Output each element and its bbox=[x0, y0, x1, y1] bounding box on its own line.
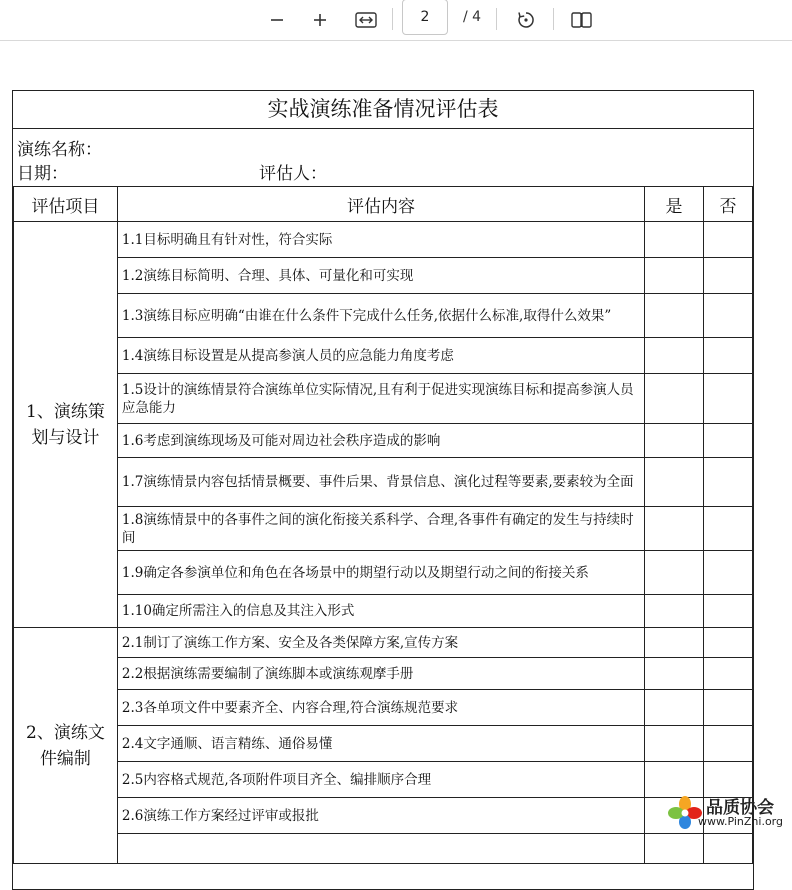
toolbar-divider bbox=[496, 8, 497, 30]
yes-cell[interactable] bbox=[645, 834, 704, 864]
table-row bbox=[14, 628, 753, 658]
item-text: 1.6考虑到演练现场及可能对周边社会秩序造成的影响 bbox=[117, 424, 644, 458]
category-line: 2、演练文 bbox=[26, 722, 105, 743]
page-view-button[interactable] bbox=[570, 6, 594, 34]
table-row bbox=[14, 595, 753, 628]
no-cell[interactable] bbox=[704, 222, 753, 258]
yes-cell[interactable] bbox=[645, 424, 704, 458]
item-text: 1.4演练目标设置是从提高参演人员的应急能力角度考虑 bbox=[117, 338, 644, 374]
yes-cell[interactable] bbox=[645, 507, 704, 551]
watermark-url: www.PinZhi.org bbox=[698, 815, 783, 828]
table-row bbox=[14, 458, 753, 507]
table-row bbox=[14, 374, 753, 424]
rotate-button[interactable] bbox=[514, 6, 538, 34]
yes-cell[interactable] bbox=[645, 551, 704, 595]
no-cell[interactable] bbox=[704, 458, 753, 507]
two-page-icon bbox=[571, 11, 593, 29]
fit-width-icon bbox=[355, 12, 377, 28]
table-row bbox=[14, 762, 753, 798]
item-text: 1.5设计的演练情景符合演练单位实际情况,且有利于促进实现演练目标和提高参演人员应急能力 bbox=[117, 374, 644, 424]
table-row bbox=[14, 258, 753, 294]
no-cell[interactable] bbox=[704, 595, 753, 628]
site-watermark bbox=[668, 793, 786, 831]
page-number-input[interactable] bbox=[402, 0, 448, 35]
no-cell[interactable] bbox=[704, 507, 753, 551]
item-text: 1.10确定所需注入的信息及其注入形式 bbox=[117, 595, 644, 628]
table-row bbox=[14, 338, 753, 374]
yes-cell[interactable] bbox=[645, 690, 704, 726]
no-cell[interactable] bbox=[704, 690, 753, 726]
yes-cell[interactable] bbox=[645, 294, 704, 338]
item-text: 2.6演练工作方案经过评审或报批 bbox=[117, 798, 644, 834]
table-row bbox=[14, 294, 753, 338]
yes-cell[interactable] bbox=[645, 458, 704, 507]
table-row bbox=[14, 834, 753, 864]
table-row bbox=[14, 798, 753, 834]
page-total-label: / 4 bbox=[463, 9, 482, 25]
yes-cell[interactable] bbox=[645, 595, 704, 628]
no-cell[interactable] bbox=[704, 338, 753, 374]
table-row bbox=[14, 222, 753, 258]
item-text: 1.2演练目标简明、合理、具体、可量化和可实现 bbox=[117, 258, 644, 294]
category-line: 划与设计 bbox=[31, 427, 100, 448]
flower-logo-icon bbox=[668, 795, 702, 829]
item-text: 2.2根据演练需要编制了演练脚本或演练观摩手册 bbox=[117, 658, 644, 690]
date-label: 日期： bbox=[17, 164, 68, 184]
table-row bbox=[14, 507, 753, 551]
item-text: 1.7演练情景内容包括情景概要、事件后果、背景信息、演化过程等要素,要素较为全面 bbox=[117, 458, 644, 507]
yes-cell[interactable] bbox=[645, 338, 704, 374]
no-cell[interactable] bbox=[704, 258, 753, 294]
no-cell[interactable] bbox=[704, 658, 753, 690]
table-row bbox=[14, 690, 753, 726]
plus-icon bbox=[312, 12, 328, 28]
toolbar-divider bbox=[392, 8, 393, 30]
item-text: 1.8演练情景中的各事件之间的演化衔接关系科学、合理,各事件有确定的发生与持续时间 bbox=[117, 507, 644, 551]
item-text: 1.9确定各参演单位和角色在各场景中的期望行动以及期望行动之间的衔接关系 bbox=[117, 551, 644, 595]
no-cell[interactable] bbox=[704, 374, 753, 424]
item-text: 1.1目标明确且有针对性，符合实际 bbox=[117, 222, 644, 258]
header-no: 否 bbox=[704, 187, 753, 222]
watermark-name: 品质协会 bbox=[706, 798, 774, 818]
yes-cell[interactable] bbox=[645, 658, 704, 690]
no-cell[interactable] bbox=[704, 551, 753, 595]
no-cell[interactable] bbox=[704, 834, 753, 864]
drill-name-label: 演练名称： bbox=[17, 140, 102, 160]
header-yes: 是 bbox=[645, 187, 704, 222]
yes-cell[interactable] bbox=[645, 628, 704, 658]
category-line: 1、演练策 bbox=[26, 401, 105, 422]
fit-width-button[interactable] bbox=[354, 6, 378, 34]
header-item: 评估项目 bbox=[14, 187, 118, 222]
assessor-label: 评估人： bbox=[259, 164, 327, 184]
yes-cell[interactable] bbox=[645, 726, 704, 762]
no-cell[interactable] bbox=[704, 726, 753, 762]
zoom-in-button[interactable] bbox=[309, 6, 331, 34]
evaluation-form bbox=[12, 90, 754, 890]
toolbar-divider bbox=[553, 8, 554, 30]
item-text: 2.4文字通顺、语言精练、通俗易懂 bbox=[117, 726, 644, 762]
document-page bbox=[0, 41, 792, 833]
table-row bbox=[14, 424, 753, 458]
item-text bbox=[117, 834, 644, 864]
category-cell bbox=[14, 222, 118, 628]
item-text: 2.1制订了演练工作方案、安全及各类保障方案,宣传方案 bbox=[117, 628, 644, 658]
item-text: 2.3各单项文件中要素齐全、内容合理,符合演练规范要求 bbox=[117, 690, 644, 726]
pdf-toolbar bbox=[0, 0, 792, 41]
no-cell[interactable] bbox=[704, 424, 753, 458]
form-title: 实战演练准备情况评估表 bbox=[13, 91, 753, 129]
rotate-icon bbox=[516, 10, 536, 30]
yes-cell[interactable] bbox=[645, 374, 704, 424]
category-cell bbox=[14, 628, 118, 864]
table-row bbox=[14, 726, 753, 762]
minus-icon bbox=[269, 12, 285, 28]
yes-cell[interactable] bbox=[645, 222, 704, 258]
no-cell[interactable] bbox=[704, 294, 753, 338]
item-text: 1.3演练目标应明确“由谁在什么条件下完成什么任务,依据什么标准,取得什么效果” bbox=[117, 294, 644, 338]
no-cell[interactable] bbox=[704, 628, 753, 658]
item-text: 2.5内容格式规范,各项附件项目齐全、编排顺序合理 bbox=[117, 762, 644, 798]
yes-cell[interactable] bbox=[645, 258, 704, 294]
table-header-row bbox=[14, 187, 753, 222]
table-row bbox=[14, 658, 753, 690]
header-content: 评估内容 bbox=[117, 187, 644, 222]
category-line: 件编制 bbox=[39, 748, 91, 769]
evaluation-table bbox=[13, 186, 753, 864]
zoom-out-button[interactable] bbox=[266, 6, 288, 34]
table-row bbox=[14, 551, 753, 595]
